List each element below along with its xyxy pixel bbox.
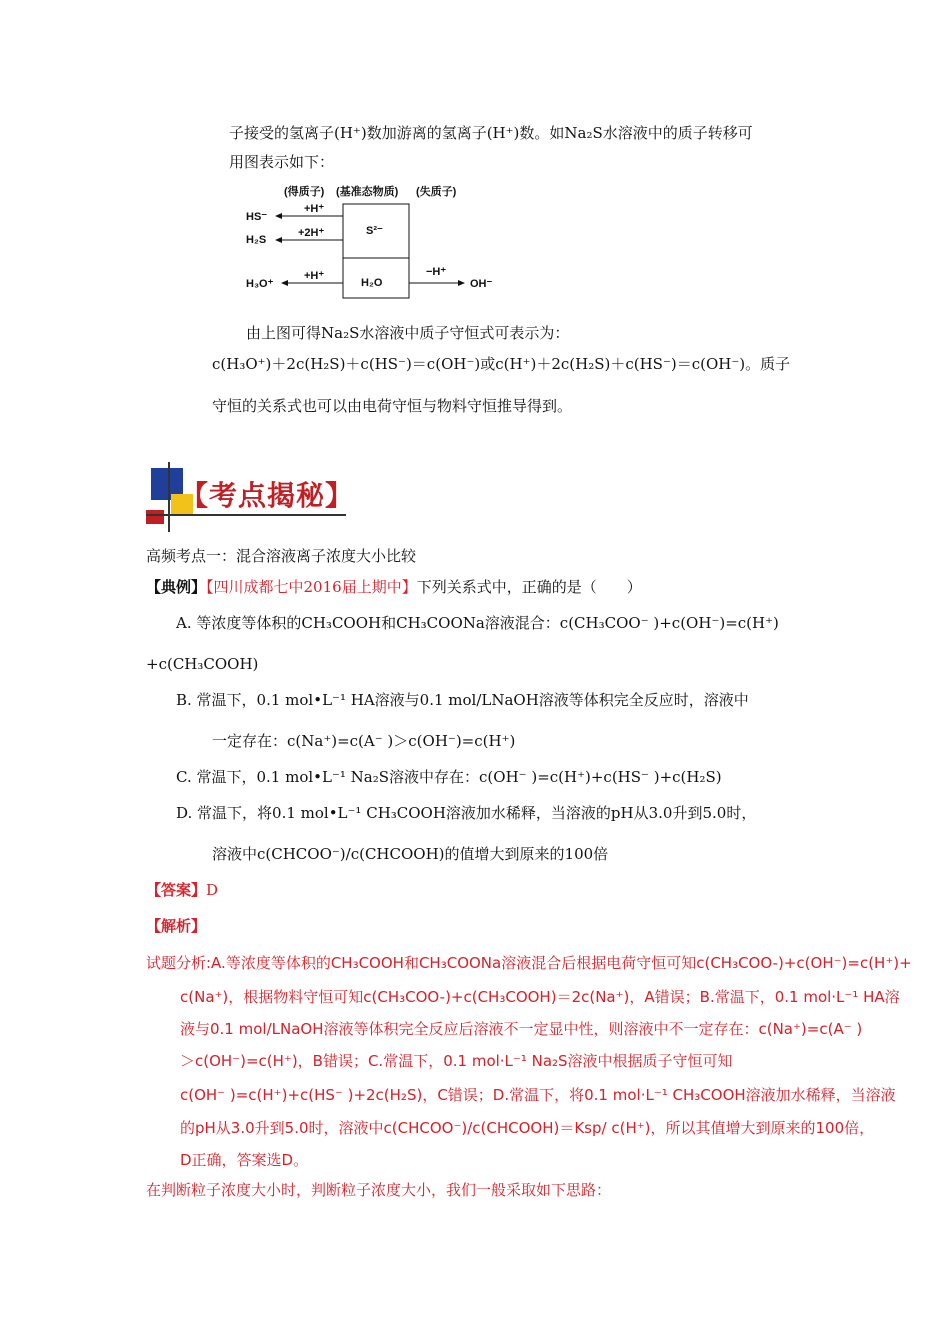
label-gain-proton: (得质子) [284,186,325,198]
transfer-plus-h-2: +H⁺ [304,270,325,282]
species-h2o: H₂O [361,277,383,289]
answer-value: D [206,881,219,899]
conservation-line-3: 守恒的关系式也可以由电荷守恒与物料守恒推导得到。 [212,397,573,415]
species-h3o: H₃O⁺ [246,278,274,290]
conservation-line-2: c(H₃O⁺)＋2c(H₂S)＋c(HS⁻)＝c(OH⁻)或c(H⁺)＋2c(H₂S)＋c(HS⁻)＝c(OH⁻)。质子 [212,355,791,373]
answer-line [146,880,218,900]
transfer-minus-h: −H⁺ [426,266,447,278]
option-b-line-1: B. 常温下，0.1 mol•L⁻¹ HA溶液与0.1 mol/LNaOH溶液等体积完全反应时，溶液中 [176,691,749,709]
analysis-line-1: 试题分析:A.等浓度等体积的CH₃COOH和CH₃COONa溶液混合后根据电荷守恒可知c(CH₃COO-)+c(OH⁻)=c(H⁺)+ [146,954,912,972]
option-a-line-1: A. 等浓度等体积的CH₃COOH和CH₃COONa溶液混合：c(CH₃COO⁻ )+c(OH⁻)=c(H⁺) [176,614,779,632]
proton-transfer-diagram [244,180,504,300]
banner-vertical-line [168,462,170,532]
analysis-line-4: ＞c(OH⁻)=c(H⁺)，B错误；C.常温下，0.1 mol·L⁻¹ Na₂S溶液中根据质子守恒可知 [180,1052,733,1070]
analysis-line-6: 的pH从3.0升到5.0时，溶液中c(CHCOO⁻)/c(CHCOOH)＝Ksp/ c(H⁺)，所以其值增大到原来的100倍， [180,1119,875,1137]
species-s2: S²⁻ [366,225,383,237]
option-c: C. 常温下，0.1 mol•L⁻¹ Na₂S溶液中存在：c(OH⁻ )=c(H⁺)+c(HS⁻ )+c(H₂S) [176,768,722,786]
analysis-line-5: c(OH⁻ )=c(H⁺)+c(HS⁻ )+2c(H₂S)，C错误；D.常温下，将0.1 mol·L⁻¹ CH₃COOH溶液加水稀释，当溶液 [180,1086,896,1104]
banner-red-square [146,510,164,524]
option-d-line-2: 溶液中c(CHCOO⁻)/c(CHCOOH)的值增大到原来的100倍 [212,845,609,863]
conservation-line-1: 由上图可得Na₂S水溶液中质子守恒式可表示为： [246,324,570,342]
label-lose-proton: (失质子) [416,186,457,198]
option-d-line-1: D. 常温下，将0.1 mol•L⁻¹ CH₃COOH溶液加水稀释，当溶液的pH从3.0升到5.0时， [176,804,757,822]
species-h2s: H₂S [246,234,267,246]
analysis-line-2: c(Na⁺)，根据物料守恒可知c(CH₃COO-)+c(CH₃COOH)＝2c(Na⁺)，A错误；B.常温下，0.1 mol·L⁻¹ HA溶 [180,988,900,1006]
option-b-line-2: 一定存在：c(Na⁺)=c(A⁻ )＞c(OH⁻)=c(H⁺) [212,732,516,750]
example-header [146,577,642,597]
species-oh: OH⁻ [470,278,493,290]
answer-tag: 【答案】 [146,881,207,899]
example-source: 【四川成都七中2016届上期中】 [206,578,417,596]
analysis-line-3: 液与0.1 mol/LNaOH溶液等体积完全反应后溶液不一定显中性，则溶液中不一定存在：c(Na⁺)=c(A⁻ ) [180,1020,863,1038]
section-banner [146,462,355,532]
example-question: 下列关系式中，正确的是（ ） [416,578,642,596]
label-base-substance: (基准态物质) [336,186,399,198]
transfer-plus-2h: +2H⁺ [298,227,325,239]
analysis-tag: 【解析】 [146,917,207,935]
intro-line-1: 子接受的氢离子(H⁺)数加游离的氢离子(H⁺)数。如Na₂S水溶液中的质子转移可 [229,124,753,142]
banner-title: 【考点揭秘】 [180,479,355,512]
topic-title: 高频考点一：混合溶液离子浓度大小比较 [146,547,417,565]
closing-line: 在判断粒子浓度大小时，判断粒子浓度大小，我们一般采取如下思路： [146,1181,612,1199]
option-a-line-2: +c(CH₃COOH) [146,655,259,673]
example-tag: 【典例】 [146,578,207,596]
transfer-plus-h-1: +H⁺ [304,203,325,215]
intro-line-2: 用图表示如下： [229,153,335,171]
species-hs: HS⁻ [246,211,268,223]
analysis-line-7: D正确，答案选D。 [180,1151,309,1169]
banner-horizontal-line [146,514,346,516]
